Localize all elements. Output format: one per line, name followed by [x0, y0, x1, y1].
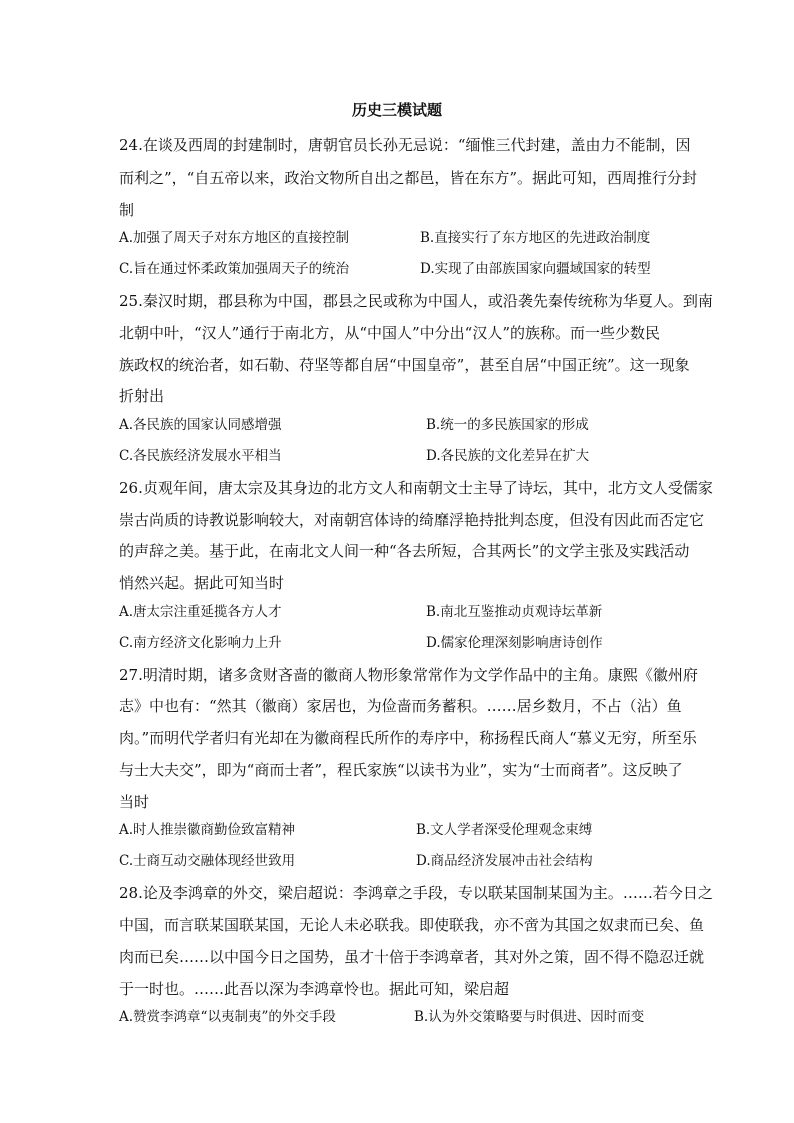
- question-25-option-c: C.各民族经济发展水平相当: [119, 448, 282, 464]
- question-26-stem-line-4: 悄然兴起。据此可知当时: [119, 574, 285, 592]
- question-27-option-d: D.商品经济发展冲击社会结构: [416, 853, 593, 869]
- question-28-stem-line-4: 于一时也。……此吾以深为李鸿章怜也。据此可知，梁启超: [119, 980, 510, 998]
- question-27-stem-line-1: 27.明清时期，诸多贪财吝啬的徽商人物形象常常作为文学作品中的主角。康熙《徽州府: [119, 666, 698, 684]
- question-25-option-d: D.各民族的文化差异在扩大: [426, 448, 590, 464]
- question-25-option-b: B.统一的多民族国家的形成: [426, 417, 589, 433]
- question-27-stem-line-4: 与士大夫交”，即为“商而士者”，程氏家族“以读书为业”，实为“士而商者”。这反映了: [119, 761, 683, 779]
- page-title: 历史三模试题: [351, 101, 442, 119]
- question-24-stem-line-2: 而利之”，“自五帝以来，政治文物所自出之都邑，皆在东方”。据此可知，西周推行分封: [119, 169, 698, 187]
- question-26-stem-line-1: 26.贞观年间，唐太宗及其身边的北方文人和南朝文士主导了诗坛，其中，北方文人受儒家: [119, 479, 713, 497]
- question-26-option-b: B.南北互鉴推动贞观诗坛革新: [426, 604, 603, 620]
- question-28-stem-line-1: 28.论及李鸿章的外交，梁启超说：李鸿章之手段，专以联某国制某国为主。……若今日之: [119, 884, 713, 902]
- question-26-option-c: C.南方经济文化影响力上升: [119, 635, 282, 651]
- question-27-stem-line-2: 志》中也有：“然其（徽商）家居也，为俭啬而务蓄积。……居乡数月，不占（沾）鱼: [119, 697, 682, 715]
- question-24-option-d: D.实现了由部族国家向疆域国家的转型: [420, 261, 651, 277]
- question-25-option-a: A.各民族的国家认同感增强: [119, 417, 282, 433]
- question-27-option-a: A.时人推崇徽商勤俭致富精神: [119, 822, 296, 838]
- question-28-stem-line-2: 中国，而言联某国联某国，无论人未必联我。即使联我，亦不啻为其国之奴隶而已矣、鱼: [119, 916, 705, 934]
- question-24-stem-line-3: 制: [119, 201, 135, 219]
- question-25-stem-line-4: 折射出: [119, 387, 165, 405]
- question-24-option-b: B.直接实行了东方地区的先进政治制度: [420, 230, 651, 246]
- question-26-option-a: A.唐太宗注重延揽各方人才: [119, 604, 282, 620]
- question-24-stem-line-1: 24.在谈及西周的封建制时，唐朝官员长孙无忌说：“缅惟三代封建，盖由力不能制，因: [119, 136, 691, 154]
- question-28-option-b: B.认为外交策略要与时俱进、因时而变: [414, 1009, 645, 1025]
- question-26-option-d: D.儒家伦理深刻影响唐诗创作: [426, 635, 603, 651]
- question-27-stem-line-3: 肉。”而明代学者归有光却在为徽商程氏所作的寿序中，称扬程氏商人“慕义无穷，所至乐: [119, 729, 697, 747]
- question-26-stem-line-3: 的声辞之美。基于此，在南北文人间一种“各去所短，合其两长”的文学主张及实践活动: [119, 542, 690, 560]
- question-25-stem-line-3: 族政权的统治者，如石勒、苻坚等都自居“中国皇帝”，甚至自居“中国正统”。这一现象: [119, 356, 690, 374]
- question-26-stem-line-2: 崇古尚质的诗教说影响较大，对南朝宫体诗的绮靡浮艳持批判态度，但没有因此而否定它: [119, 511, 705, 529]
- question-24-option-c: C.旨在通过怀柔政策加强周天子的统治: [119, 261, 350, 277]
- question-27-option-c: C.士商互动交融体现经世致用: [119, 853, 296, 869]
- question-25-stem-line-2: 北朝中叶，“汉人”通行于南北方，从“中国人”中分出“汉人”的族称。而一些少数民: [119, 324, 661, 342]
- question-28-option-a: A.赞赏李鸿章“以夷制夷”的外交手段: [119, 1009, 336, 1025]
- question-28-stem-line-3: 肉而已矣……以中国今日之国势，虽才十倍于李鸿章者，其对外之策，固不得不隐忍迁就: [119, 948, 705, 966]
- question-24-option-a: A.加强了周天子对东方地区的直接控制: [119, 230, 350, 246]
- question-27-stem-line-5: 当时: [119, 793, 150, 811]
- question-25-stem-line-1: 25.秦汉时期，郡县称为中国，郡县之民或称为中国人，或沿袭先秦传统称为华夏人。到南: [119, 292, 713, 310]
- question-27-option-b: B.文人学者深受伦理观念束缚: [416, 822, 593, 838]
